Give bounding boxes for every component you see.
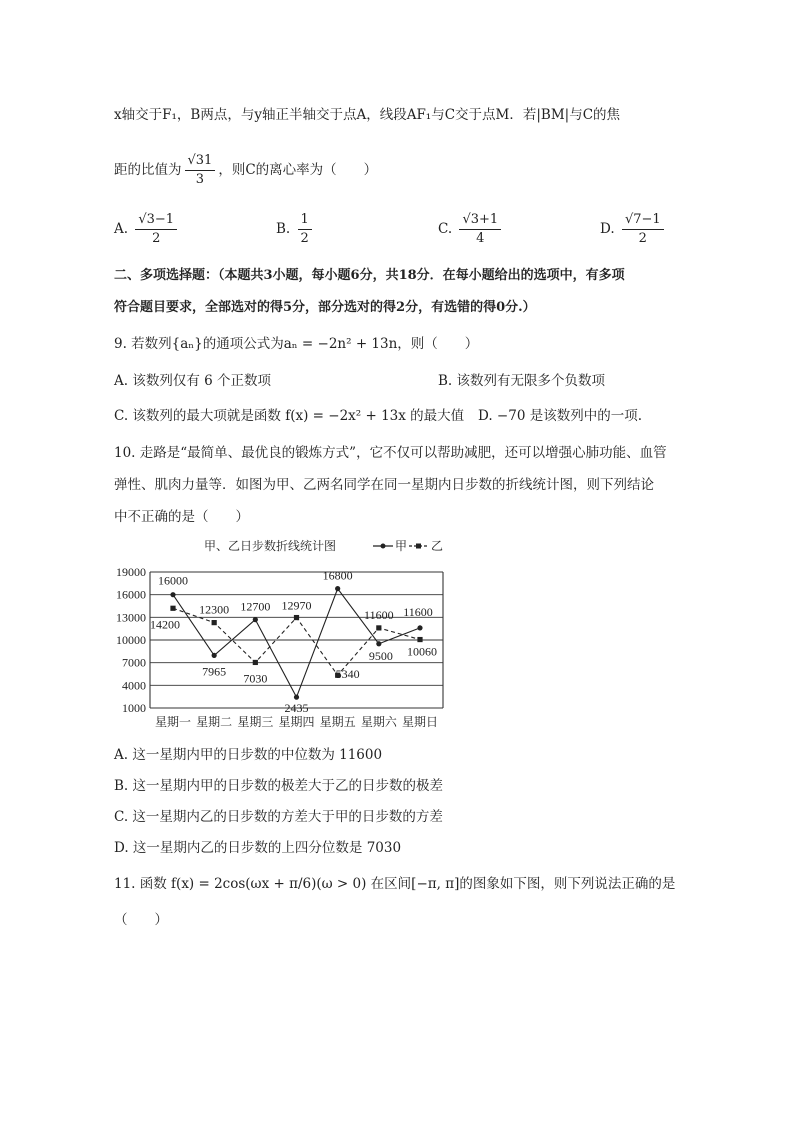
data-label-yi: 12300 <box>199 602 230 617</box>
x-tick-label: 星期二 <box>196 715 233 729</box>
q8-stem-pre: 距的比值为 <box>114 162 182 178</box>
legend-label-jia: 甲 <box>395 539 408 553</box>
q8-stem-line2 <box>114 150 377 190</box>
q8-option-c <box>438 212 504 247</box>
data-label-jia: 9500 <box>368 648 393 663</box>
q9-option-a: A. 该数列仅有 6 个正数项 <box>114 373 272 389</box>
q8-stem-line1: x轴交于F₁，B两点，与y轴正半轴交于点A，线段AF₁与C交于点M．若|BM|与C的焦 <box>114 107 621 123</box>
fraction-num: √3−1 <box>135 212 177 230</box>
q9-stem: 9. 若数列{aₙ}的通项公式为aₙ = −2n² + 13n，则（ ） <box>114 336 479 352</box>
q10-option-c: C. 这一星期内乙的日步数的方差大于甲的日步数的方差 <box>114 809 443 825</box>
data-point-jia <box>335 586 340 591</box>
fraction-den: 2 <box>152 231 161 246</box>
q10-stem-line2: 弹性、肌肉力量等．如图为甲、乙两名同学在同一星期内日步数的折线统计图，则下列结论 <box>114 477 654 493</box>
data-point-jia <box>170 592 175 597</box>
data-point-yi <box>253 660 258 665</box>
data-label-yi: 12970 <box>281 598 312 613</box>
data-label-jia: 12700 <box>240 599 271 614</box>
data-label-yi: 11600 <box>364 607 394 622</box>
q10-option-a: A. 这一星期内甲的日步数的中位数为 11600 <box>114 747 383 763</box>
fraction-den: 4 <box>476 231 485 246</box>
data-point-jia <box>212 653 217 658</box>
data-label-yi: 10060 <box>407 644 437 659</box>
option-label: B. <box>276 221 291 237</box>
y-tick-label: 10000 <box>116 633 146 647</box>
data-point-jia <box>376 641 381 646</box>
x-tick-label: 星期日 <box>401 715 439 729</box>
q8-ratio-fraction <box>185 153 216 188</box>
q11-stem: 11. 函数 f(x) = 2cos(ωx + π/6)(ω > 0) 在区间[−π, π]的图象如下图，则下列说法正确的是 <box>114 876 676 892</box>
data-label-jia: 7965 <box>202 664 227 679</box>
data-point-yi <box>417 637 422 642</box>
data-label-jia: 16800 <box>322 568 353 583</box>
data-point-jia <box>417 625 422 630</box>
q10-option-b: B. 这一星期内甲的日步数的极差大于乙的日步数的极差 <box>114 778 444 794</box>
q8-ratio-den: 3 <box>195 172 205 187</box>
y-tick-label: 13000 <box>116 610 146 625</box>
q8-stem-post: ，则C的离心率为（ ） <box>218 162 378 178</box>
option-fraction <box>459 212 501 247</box>
q9-option-c: C. 该数列的最大项就是函数 f(x) = −2x² + 13x 的最大值 <box>114 408 465 424</box>
chart-svg <box>108 530 453 735</box>
data-label-jia: 11600 <box>403 604 433 619</box>
section2-heading-line1: 二、多项选择题：（本题共3小题，每小题6分，共18分．在每小题给出的选项中，有多项 <box>114 268 625 283</box>
data-label-jia: 2435 <box>284 701 309 716</box>
x-tick-label: 星期四 <box>278 715 315 729</box>
option-label: A. <box>114 221 129 237</box>
section2-heading-line2: 符合题目要求，全部选对的得5分，部分选对的得2分，有选错的得0分.） <box>114 300 536 315</box>
legend-label-yi: 乙 <box>431 539 444 553</box>
legend-marker-jia <box>381 544 386 549</box>
x-tick-label: 星期五 <box>319 715 356 729</box>
q10-option-d: D. 这一星期内乙的日步数的上四分位数是 7030 <box>114 840 402 856</box>
fraction-num: √7−1 <box>622 212 664 230</box>
x-tick-label: 星期三 <box>237 715 274 729</box>
q8-option-d <box>600 212 667 247</box>
q8-ratio-num: √31 <box>185 153 216 171</box>
data-point-jia <box>294 695 299 700</box>
data-point-yi <box>294 615 299 620</box>
legend-marker-yi <box>416 544 421 549</box>
option-label: D. <box>600 221 615 237</box>
data-point-yi <box>170 606 175 611</box>
data-point-yi <box>212 620 217 625</box>
q9-option-d: D. −70 是该数列中的一项. <box>478 408 642 424</box>
y-tick-label: 16000 <box>116 587 146 602</box>
x-tick-label: 星期六 <box>360 715 397 729</box>
q10-stem-line1: 10. 走路是“最简单、最优良的锻炼方式”，它不仅可以帮助减肥，还可以增强心肺功能、血管 <box>114 445 667 461</box>
fraction-den: 2 <box>300 231 309 246</box>
x-tick-label: 星期一 <box>154 715 192 729</box>
data-label-jia: 16000 <box>158 573 188 588</box>
data-label-yi: 5340 <box>335 667 360 682</box>
data-label-yi: 7030 <box>243 671 268 686</box>
data-point-yi <box>376 625 381 630</box>
y-tick-label: 1000 <box>122 701 146 715</box>
y-tick-label: 7000 <box>122 655 146 670</box>
fraction-den: 2 <box>638 231 647 246</box>
option-fraction <box>622 212 664 247</box>
fraction-num: √3+1 <box>459 212 501 230</box>
q8-option-a <box>114 212 180 247</box>
data-point-jia <box>253 617 258 622</box>
q10-stem-line3: 中不正确的是（ ） <box>114 509 249 525</box>
q9-option-b: B. 该数列有无限多个负数项 <box>438 373 606 389</box>
option-fraction <box>135 212 177 247</box>
y-tick-label: 4000 <box>122 678 146 693</box>
chart-title: 甲、乙日步数折线统计图 <box>204 539 337 553</box>
q11-answer-blank: （ ） <box>114 912 168 928</box>
y-tick-label: 19000 <box>116 565 146 579</box>
fraction-num: 1 <box>298 212 312 230</box>
step-count-line-chart <box>108 530 453 735</box>
option-fraction <box>298 212 312 247</box>
q8-option-b <box>276 212 315 247</box>
option-label: C. <box>438 221 453 237</box>
data-label-yi: 14200 <box>150 617 180 632</box>
